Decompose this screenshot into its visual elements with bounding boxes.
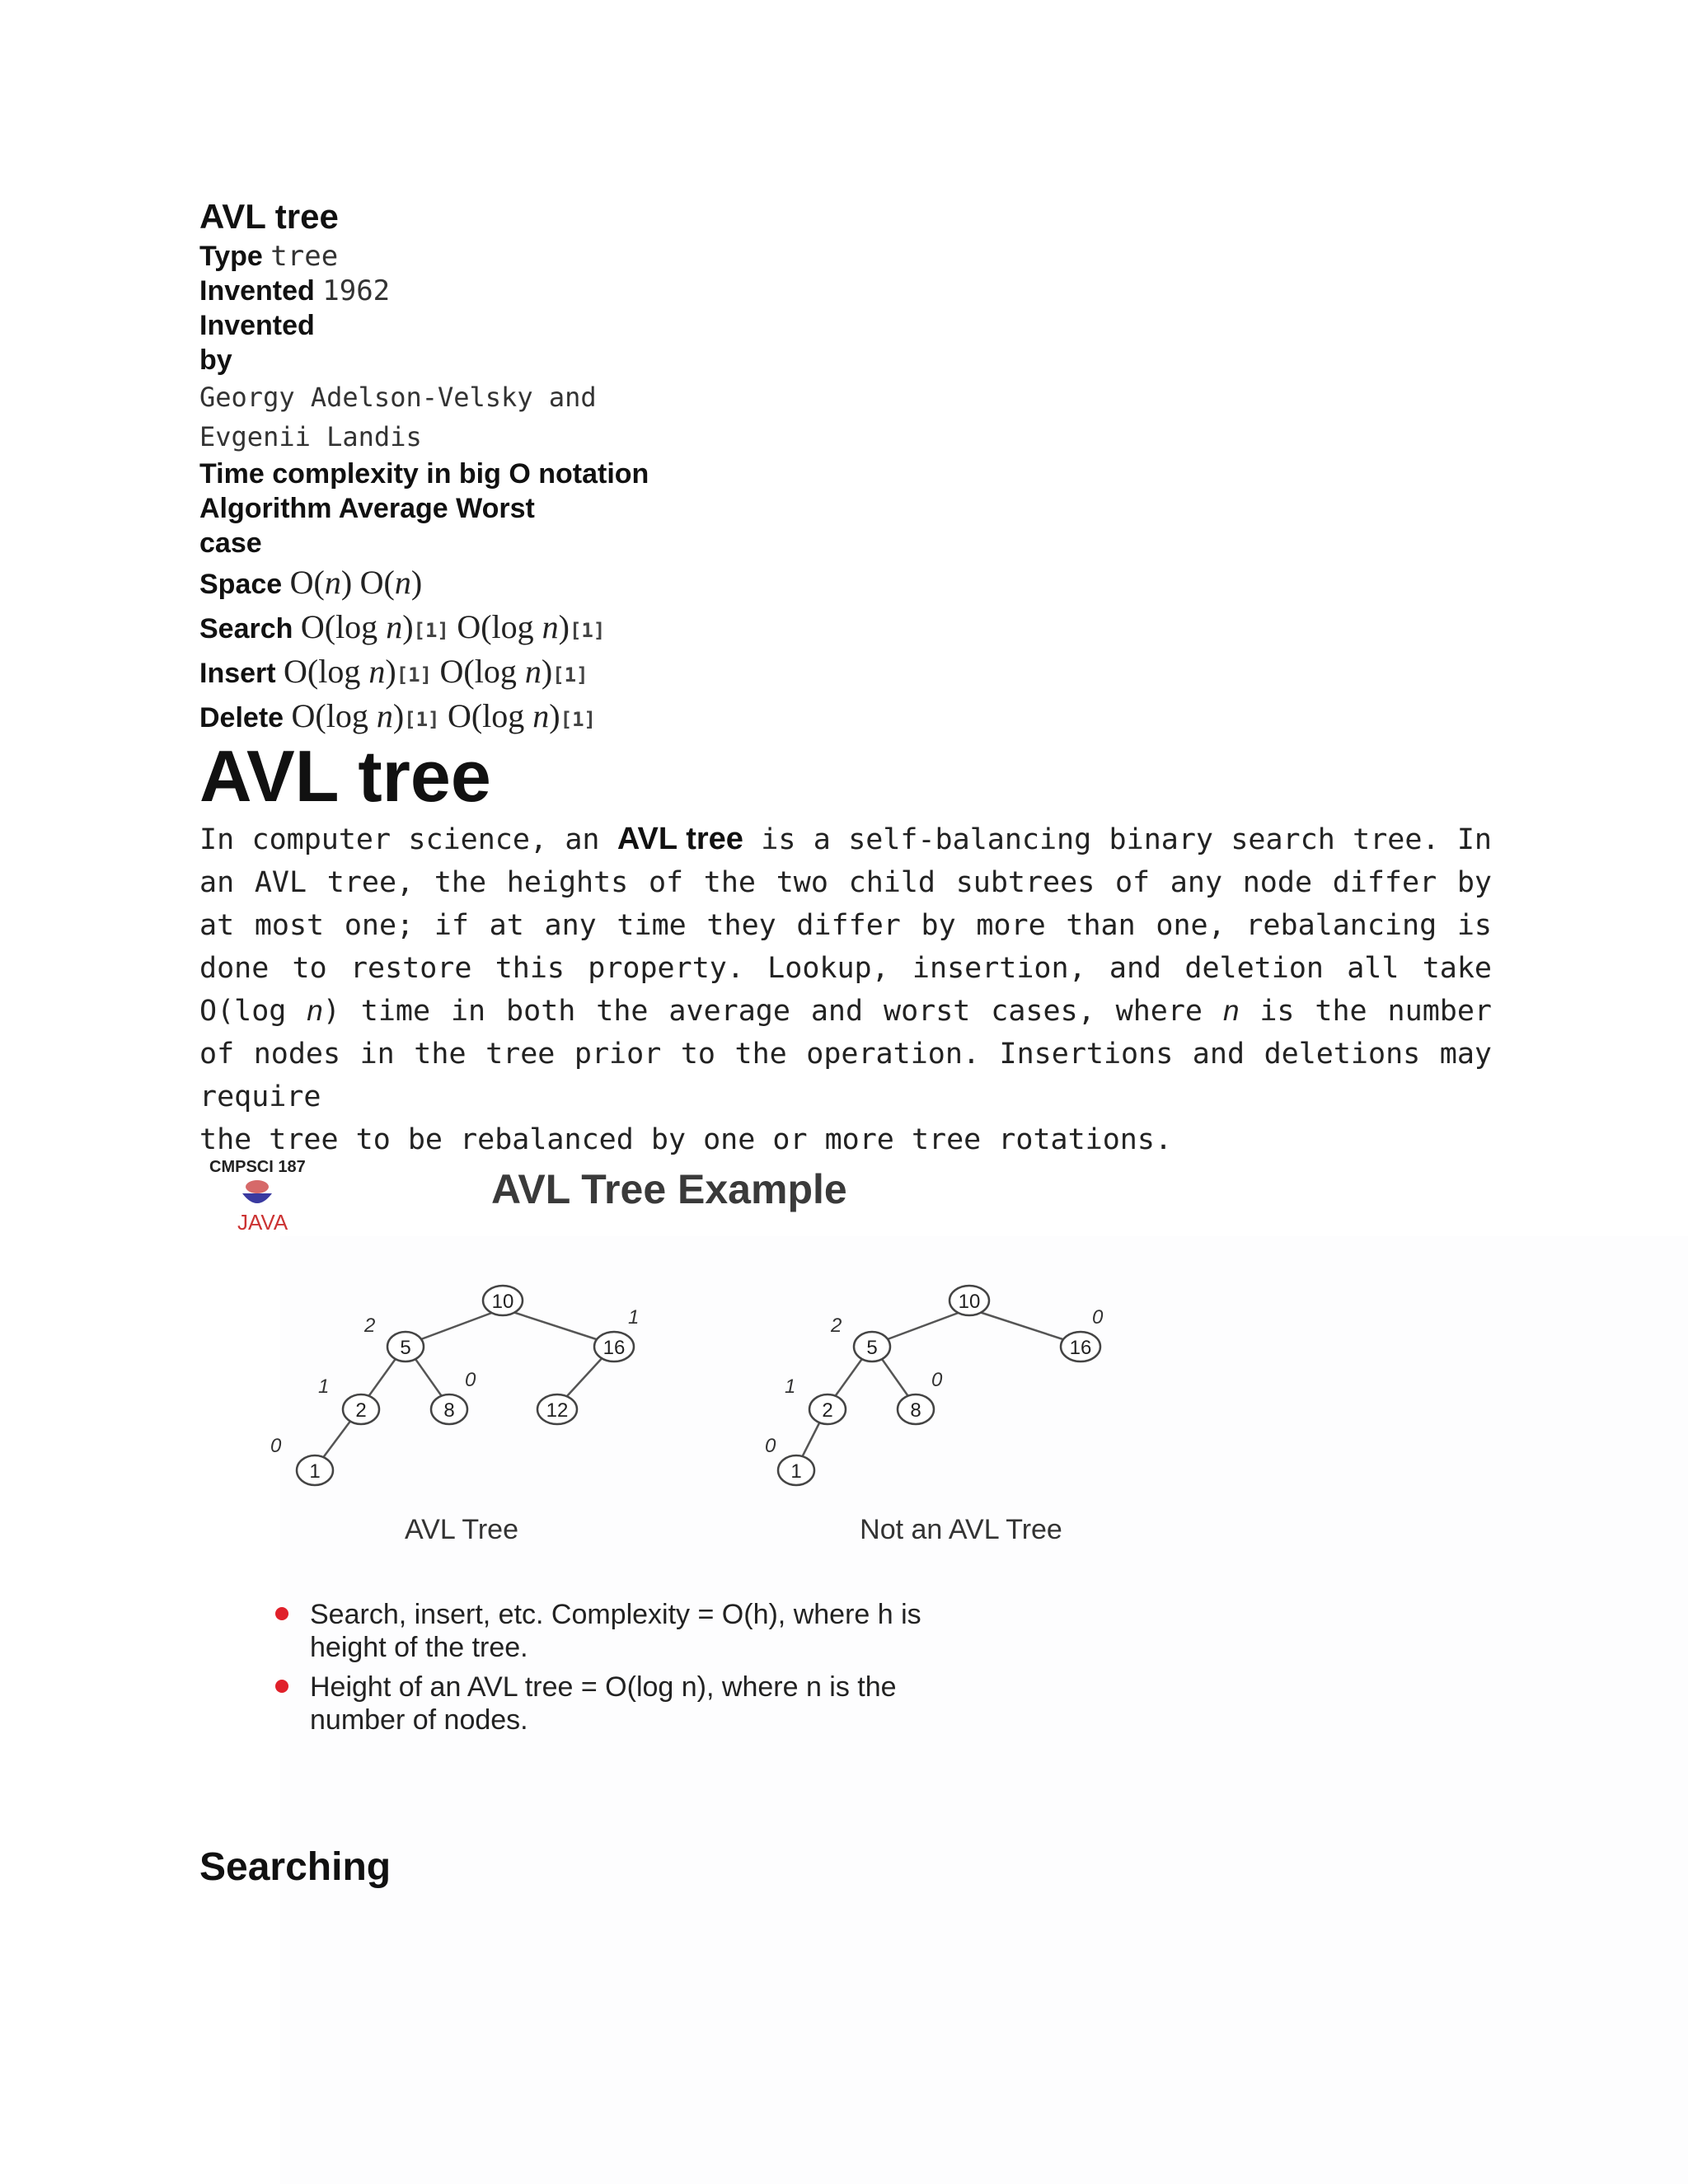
right-tree-caption: Not an AVL Tree	[860, 1514, 1062, 1545]
height-label: 1	[318, 1376, 330, 1398]
left-tree-caption: AVL Tree	[405, 1514, 518, 1545]
intro-text-1: In computer science, an	[199, 823, 617, 856]
intro-bold-term: AVL tree	[617, 822, 743, 856]
citation-ref[interactable]: [1]	[569, 619, 606, 642]
complexity-rows	[199, 560, 941, 738]
node-label: 8	[910, 1399, 921, 1422]
complexity-worst: O(log n)	[457, 608, 570, 645]
node-label: 8	[443, 1399, 455, 1422]
bullet-1-line-1: Search, insert, etc. Complexity = O(h), where h is	[310, 1599, 921, 1630]
article-heading: AVL tree	[199, 735, 491, 817]
complexity-worst: O(log n)	[447, 697, 560, 734]
complexity-worst: O(log n)	[439, 653, 553, 690]
complexity-row-insert	[199, 649, 941, 694]
height-label: 1	[785, 1376, 796, 1398]
invented-by-label: Invented	[199, 310, 315, 341]
complexity-row-space	[199, 560, 941, 605]
height-label: 1	[628, 1306, 640, 1329]
java-logo	[209, 1158, 306, 1235]
height-label: 2	[364, 1315, 376, 1337]
height-label: 0	[765, 1435, 776, 1457]
citation-ref[interactable]: [1]	[552, 663, 588, 687]
height-label: 0	[931, 1369, 943, 1391]
left-tree-heights	[270, 1306, 639, 1457]
type-row	[199, 239, 941, 274]
node-label: 16	[603, 1337, 626, 1359]
bullet-2-line-1: Height of an AVL tree = O(log n), where n is the	[310, 1671, 897, 1703]
invented-by-value-2: Evgenii Landis	[199, 421, 422, 452]
bullet-2-line-2: number of nodes.	[310, 1704, 528, 1736]
intro-text-4: is the number of nodes in the tree prior to the operation. Insertions and deletions may require	[199, 995, 1492, 1113]
height-label: 0	[270, 1435, 282, 1457]
right-tree-heights	[765, 1306, 1104, 1457]
intro-paragraph	[199, 818, 1492, 1161]
node-label: 5	[866, 1337, 878, 1359]
complexity-average: O(log n)	[300, 608, 414, 645]
invented-label: Invented	[199, 275, 315, 307]
complexity-heading: Time complexity in big O notation	[199, 458, 649, 490]
height-label: 0	[465, 1369, 476, 1391]
logo-java: JAVA	[237, 1210, 288, 1235]
slide-title: AVL Tree Example	[491, 1166, 847, 1212]
complexity-row-delete	[199, 694, 941, 738]
invented-by-value-1: Georgy Adelson-Velsky and	[199, 382, 597, 413]
height-label: 0	[1092, 1306, 1104, 1329]
node-label: 12	[546, 1399, 569, 1422]
slide-bullets	[275, 1599, 921, 1736]
complexity-row-search	[199, 605, 941, 649]
complexity-worst: O(n)	[359, 564, 423, 601]
intro-var-n-2: n	[1222, 995, 1240, 1027]
logo-cup-icon	[242, 1193, 272, 1203]
bullet-icon	[275, 1680, 288, 1693]
invented-value: 1962	[322, 274, 391, 307]
type-label: Type	[199, 241, 263, 272]
bullet-1-line-2: height of the tree.	[310, 1632, 528, 1663]
infobox-title: AVL tree	[199, 197, 339, 236]
complexity-label: Space	[199, 569, 290, 600]
invented-row	[199, 274, 941, 308]
node-label: 2	[822, 1399, 833, 1422]
complexity-label: Search	[199, 613, 301, 644]
section-heading-searching: Searching	[199, 1845, 392, 1889]
complexity-label: Insert	[199, 658, 284, 689]
complexity-columns-2: case	[199, 527, 262, 559]
intro-text-3: ) time in both the average and worst cases, where	[322, 995, 1223, 1028]
slide-graphic	[199, 1147, 1296, 1757]
node-label: 1	[309, 1460, 321, 1483]
citation-ref[interactable]: [1]	[560, 708, 596, 731]
complexity-average: O(log n)	[291, 697, 405, 734]
citation-ref[interactable]: [1]	[396, 663, 433, 687]
node-label: 1	[790, 1460, 802, 1483]
complexity-average: O(log n)	[284, 653, 396, 690]
logo-text: CMPSCI 187	[209, 1158, 306, 1176]
logo-steam	[246, 1180, 269, 1193]
height-label: 2	[831, 1315, 842, 1337]
avl-example-slide	[199, 1147, 1296, 1757]
complexity-columns: Algorithm Average Worst	[199, 493, 535, 524]
node-label: 5	[400, 1337, 411, 1359]
complexity-average: O(n)	[289, 564, 353, 601]
node-label: 16	[1069, 1337, 1092, 1359]
type-value: tree	[270, 240, 339, 273]
citation-ref[interactable]: [1]	[404, 708, 440, 731]
invented-by-label-2: by	[199, 344, 232, 376]
intro-var-n: n	[307, 995, 323, 1027]
bullet-icon	[275, 1607, 288, 1620]
node-label: 10	[491, 1291, 514, 1313]
node-label: 10	[958, 1291, 981, 1313]
infobox	[199, 194, 941, 738]
intro-last-line: the tree to be rebalanced by one or more tree rotations.	[199, 1123, 1173, 1156]
citation-ref[interactable]: [1]	[413, 619, 449, 642]
node-label: 2	[355, 1399, 367, 1422]
intro-text-2: is a self-balancing binary search tree. In an AVL tree, the heights of the two child subtrees of any node differ by at most one; if at any time they differ by more than one, rebalancing is done to restore this property. Lookup, insertion, and deletion all take O(log	[199, 823, 1492, 1028]
complexity-label: Delete	[199, 702, 292, 733]
